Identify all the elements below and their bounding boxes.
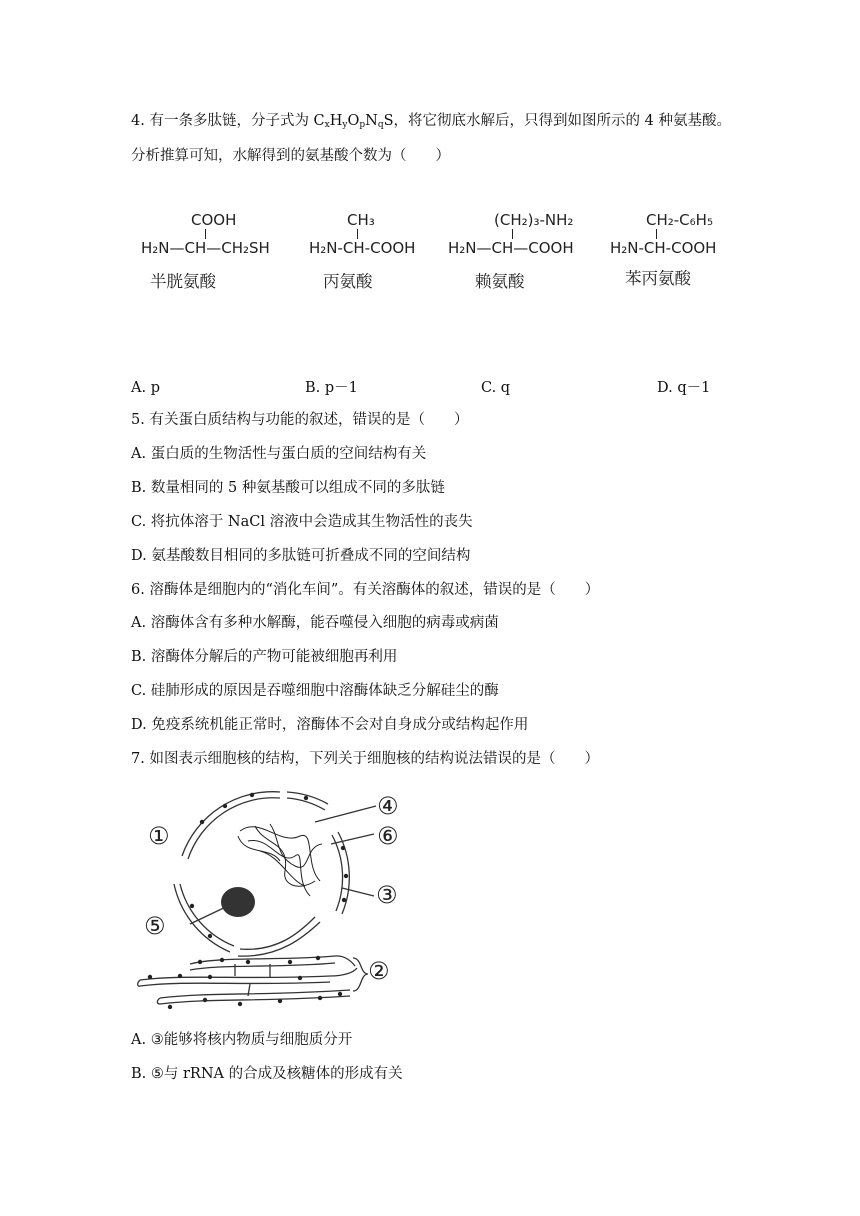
diagram-label-4: ④ — [377, 792, 399, 820]
cysteine-side-group: COOH — [191, 211, 237, 229]
q4-option-c[interactable]: C. q — [481, 380, 511, 396]
label-4-leader — [315, 806, 376, 822]
q4-stem-line2: 分析推算可知，水解得到的氨基酸个数为（ ） — [131, 148, 450, 164]
q5-stem: 5. 有关蛋白质结构与功能的叙述，错误的是（ ） — [131, 412, 469, 428]
q6-option-c[interactable]: C. 硅肺形成的原因是吞噬细胞中溶酶体缺乏分解硅尘的酶 — [131, 683, 499, 699]
q4-stem-line1: 4. 有一条多肽链，分子式为 $C_xH_yO_pN_qS$，将它彻底水解后，只得到如图所示的 4 种氨基酸。 — [131, 113, 731, 130]
q5-option-d[interactable]: D. 氨基酸数目相同的多肽链可折叠成不同的空间结构 — [131, 548, 471, 564]
q6-option-b[interactable]: B. 溶酶体分解后的产物可能被细胞再利用 — [131, 649, 398, 665]
endoplasmic-reticulum — [190, 956, 355, 966]
label-2-brace — [353, 958, 368, 991]
q7-option-b[interactable]: B. ⑤与 rRNA 的合成及核糖体的形成有关 — [131, 1066, 403, 1082]
diagram-label-1: ① — [148, 822, 170, 850]
diagram-label-2: ② — [368, 957, 390, 985]
envelope-upper-left — [182, 792, 280, 856]
q4-option-b[interactable]: B. p－1 — [305, 380, 358, 396]
q6-stem: 6. 溶酶体是细胞内的“消化车间”。有关溶酶体的叙述，错误的是（ ） — [131, 582, 600, 598]
nucleus-diagram — [130, 786, 420, 1011]
q7-option-a[interactable]: A. ③能够将核内物质与细胞质分开 — [131, 1032, 353, 1048]
nucleolus — [221, 887, 255, 917]
q4-option-d[interactable]: D. q－1 — [657, 380, 711, 396]
lysine-name: 赖氨酸 — [475, 272, 525, 291]
phenylalanine-backbone: H₂N-CH-COOH — [610, 239, 717, 257]
q5-option-b[interactable]: B. 数量相同的 5 种氨基酸可以组成不同的多肽链 — [131, 480, 445, 496]
label-3-leader — [342, 888, 374, 896]
alanine-bond — [357, 229, 358, 239]
alanine-name: 丙氨酸 — [323, 272, 373, 291]
lysine-backbone: H₂N—CH—COOH — [448, 239, 574, 257]
diagram-label-5: ⑤ — [144, 912, 166, 940]
cysteine-name: 半胱氨酸 — [150, 272, 216, 291]
phenylalanine-bond — [656, 229, 657, 239]
lysine-side-group: (CH₂)₃-NH₂ — [494, 211, 574, 229]
cysteine-bond — [205, 229, 206, 239]
q7-stem: 7. 如图表示细胞核的结构，下列关于细胞核的结构说法错误的是（ ） — [131, 751, 599, 767]
q6-option-a[interactable]: A. 溶酶体含有多种水解酶，能吞噬侵入细胞的病毒或病菌 — [131, 615, 499, 631]
lysine-bond — [512, 229, 513, 239]
phenylalanine-name: 苯丙氨酸 — [625, 269, 691, 288]
q6-option-d[interactable]: D. 免疫系统机能正常时，溶酶体不会对自身成分或结构起作用 — [131, 717, 529, 733]
diagram-label-3: ③ — [376, 881, 398, 909]
cysteine-backbone: H₂N—CH—CH₂SH — [141, 239, 270, 257]
q5-option-a[interactable]: A. 蛋白质的生物活性与蛋白质的空间结构有关 — [131, 446, 427, 462]
q5-option-c[interactable]: C. 将抗体溶于 NaCl 溶液中会造成其生物活性的丧失 — [131, 514, 473, 530]
q4-option-a[interactable]: A. p — [131, 380, 160, 396]
alanine-backbone: H₂N-CH-COOH — [309, 239, 416, 257]
diagram-label-6: ⑥ — [377, 822, 399, 850]
label-6-leader — [331, 834, 374, 844]
alanine-side-group: CH₃ — [347, 211, 375, 229]
phenylalanine-side-group: CH₂-C₆H₅ — [646, 211, 713, 229]
